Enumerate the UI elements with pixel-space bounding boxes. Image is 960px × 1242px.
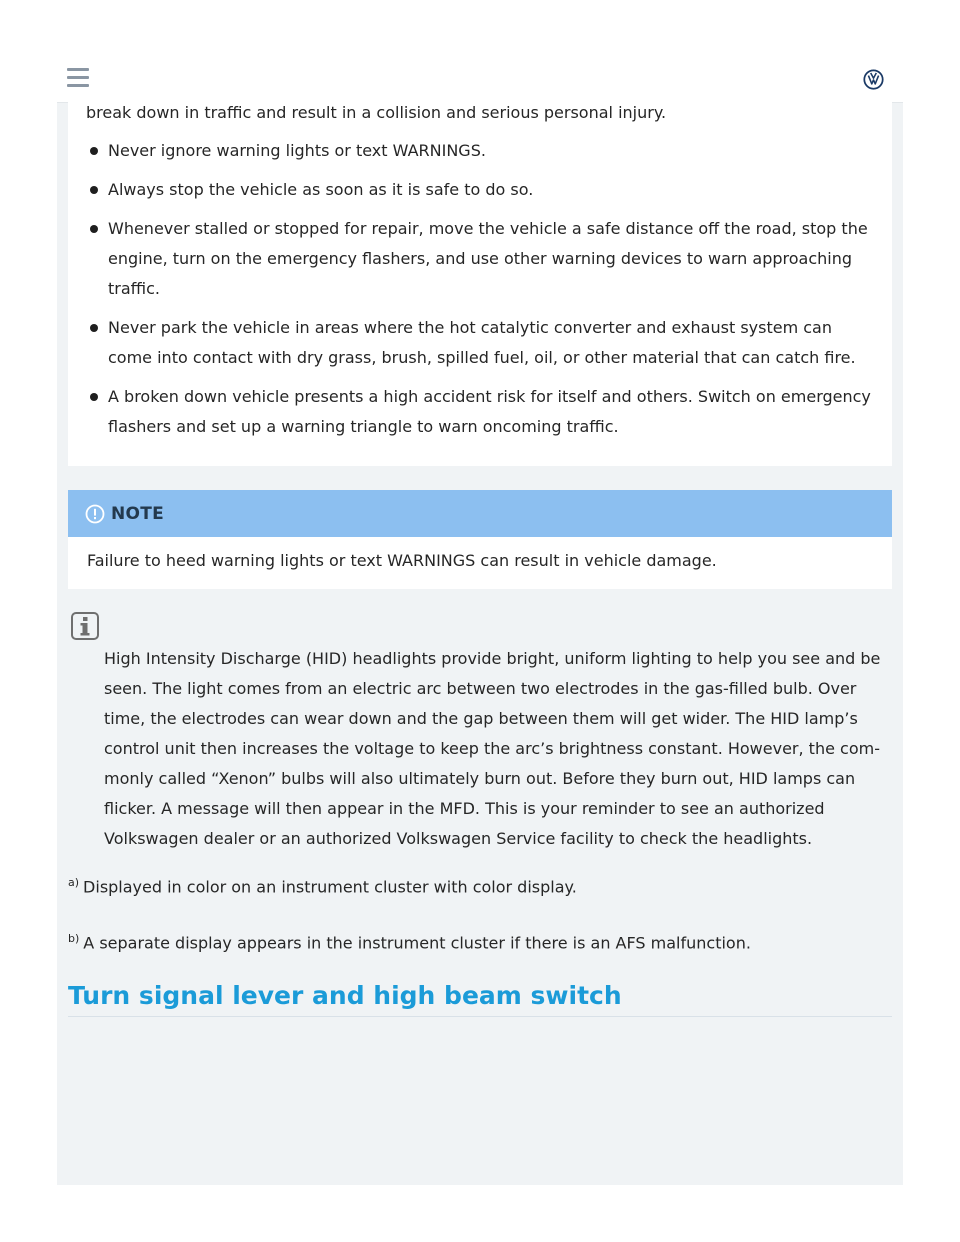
footnote-text: A separate display appears in the instrument cluster if there is an AFS malfunction. xyxy=(83,933,751,953)
warning-bullet-list xyxy=(88,136,876,451)
note-header xyxy=(68,490,892,537)
info-paragraph: High Intensity Discharge (HID) headlights provide bright, uniform lighting to help you see and be seen. The light comes from an electric arc between two electrodes in the gas-filled bulb. Over time, the electrodes can wear down and the gap between them will get wider. The HID lamp’s control unit then increases the voltage to keep the arc’s brightness constant. However, the com-monly called “Xenon” bulbs will also ultimately burn out. Before they burn out, HID lamps can flicker. A message will then appear in the MFD. This is your reminder to see an authorized Volkswagen dealer or an authorized Volkswagen Service facility to check the headlights. xyxy=(104,649,881,848)
warning-box xyxy=(68,98,892,466)
footnote-b xyxy=(68,932,751,952)
vw-logo-icon[interactable] xyxy=(863,69,884,90)
footnote-mark: b) xyxy=(68,932,80,945)
list-item: Never ignore warning lights or text WARNINGS. xyxy=(88,136,876,166)
list-item: A broken down vehicle presents a high accident risk for itself and others. Switch on emergency flashers and set up a warning triangle to warn oncoming traffic. xyxy=(88,382,876,442)
top-bar xyxy=(57,0,903,103)
hamburger-menu-icon[interactable] xyxy=(67,68,89,88)
footnote-a xyxy=(68,876,577,896)
exclamation-circle-icon xyxy=(85,504,105,524)
list-item: Whenever stalled or stopped for repair, move the vehicle a safe distance off the road, stop the engine, turn on the emergency flashers, and use other warning devices to warn approaching traffic. xyxy=(88,214,876,304)
info-icon xyxy=(71,612,99,640)
note-label: NOTE xyxy=(111,503,165,524)
list-item: Never park the vehicle in areas where the hot catalytic converter and exhaust system can come into contact with dry grass, brush, spilled fuel, oil, or other material that can catch fire. xyxy=(88,313,876,373)
section-divider xyxy=(68,1016,892,1017)
note-box xyxy=(68,490,892,589)
footnote-text: Displayed in color on an instrument cluster with color display. xyxy=(83,877,577,897)
footnote-mark: a) xyxy=(68,876,80,889)
list-item: Always stop the vehicle as soon as it is safe to do so. xyxy=(88,175,876,205)
warning-intro-text: break down in traffic and result in a collision and serious personal injury. xyxy=(86,103,667,122)
section-title: Turn signal lever and high beam switch xyxy=(68,981,622,1010)
note-text: Failure to heed warning lights or text WARNINGS can result in vehicle damage. xyxy=(87,551,717,570)
